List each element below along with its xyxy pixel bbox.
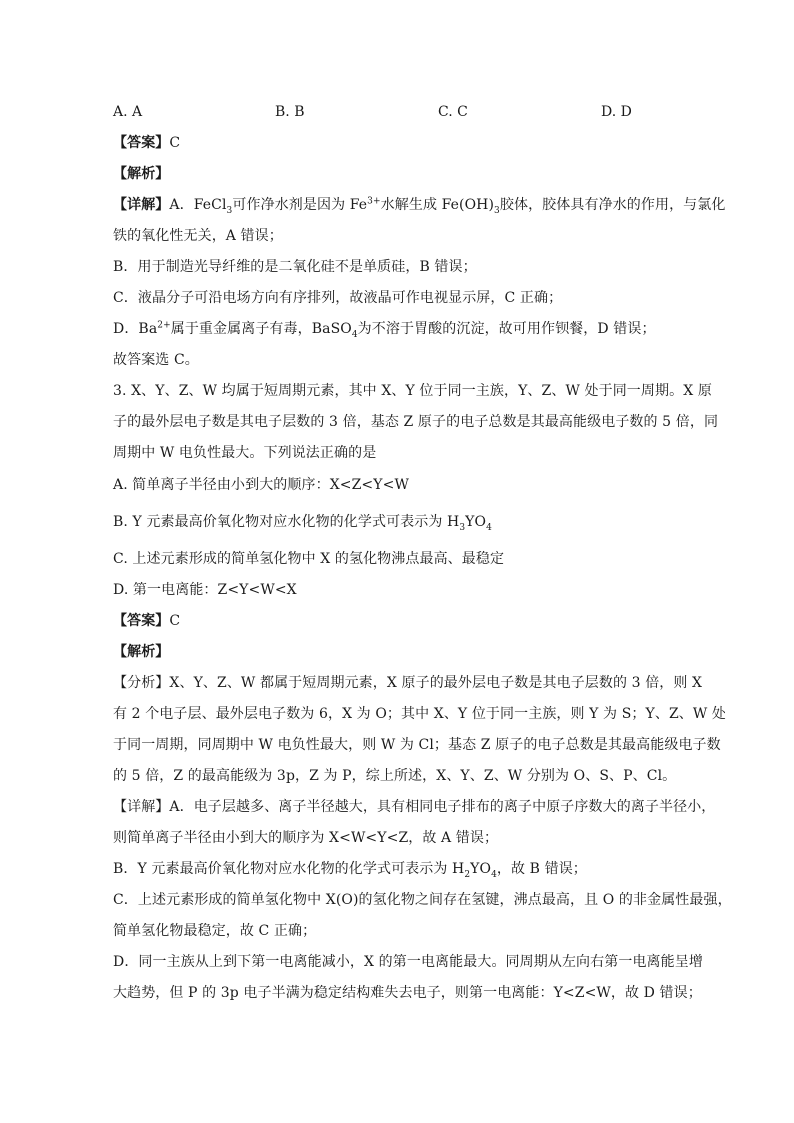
answer-value: C <box>169 613 181 629</box>
superscript: 2+ <box>157 320 171 331</box>
q2-detail-d <box>113 319 656 339</box>
option-b: B. B <box>275 104 305 120</box>
option-c: C. C <box>438 104 468 120</box>
q2-detail-c: C．液晶分子可沿电场方向有序排列，故液晶可作电视显示屏，C 正确； <box>113 290 563 306</box>
q3-detail-d-line1: D．同一主族从上到下第一电离能减小，X 的第一电离能最大。同周期从左向右第一电离能呈增 <box>113 954 703 970</box>
q3-detail-d-line2: 大趋势，但 P 的 3p 电子半满为稳定结构难失去电子，则第一电离能：Y<Z<W，故 D 错误； <box>113 985 702 1001</box>
q2-conclusion: 故答案选 C。 <box>113 352 199 368</box>
text-segment: 属于重金属离子有毒，BaSO <box>170 321 352 337</box>
q3-fenxi-line2: 有 2 个电子层、最外层电子数为 6，X 为 O；其中 X、Y 位于同一主族，则 Y 为 S；Y、Z、W 处 <box>113 706 727 722</box>
q3-option-b <box>113 512 492 532</box>
text-segment: 可作净水剂是因为 Fe <box>232 197 368 213</box>
subscript: 4 <box>491 869 497 880</box>
detail-label: 【详解】 <box>113 197 170 213</box>
q3-stem-line2: 子的最外层电子数是其电子层数的 3 倍，基态 Z 原子的电子总数是其最高能级电子数的 5 倍，同 <box>113 414 719 430</box>
answer-label: 【答案】 <box>113 613 170 629</box>
q2-detail-a-line1 <box>113 195 725 215</box>
q3-detail-c-line2: 简单氢化物最稳定，故 C 正确； <box>113 923 317 939</box>
q3-analysis-label: 【解析】 <box>113 644 170 660</box>
text-segment: B．Y 元素最高价氧化物对应水化物的化学式可表示为 H <box>113 861 465 877</box>
subscript: 4 <box>486 522 492 533</box>
answer-label: 【答案】 <box>113 135 170 151</box>
q2-analysis-label: 【解析】 <box>113 166 170 182</box>
q3-detail-b <box>113 859 587 879</box>
text-segment: D．Ba <box>113 321 158 337</box>
text-segment: B. Y 元素最高价氧化物对应水化物的化学式可表示为 H <box>113 514 460 530</box>
text-segment: 为不溶于胃酸的沉淀，故可用作钡餐，D 错误； <box>357 321 656 337</box>
q3-fenxi-line3: 于同一周期，同周期中 W 电负性最大，则 W 为 Cl；基态 Z 原子的电子总数是其最高能级电子数 <box>113 737 721 753</box>
q3-option-c: C. 上述元素形成的简单氢化物中 X 的氢化物沸点最高、最稳定 <box>113 551 505 567</box>
subscript: 3 <box>226 205 233 216</box>
superscript: 3+ <box>367 196 381 207</box>
subscript: 4 <box>351 329 358 340</box>
q3-option-a: A. 简单离子半径由小到大的顺序：X<Z<Y<W <box>113 477 409 493</box>
option-d: D. D <box>601 104 632 120</box>
text-segment: YO <box>465 514 487 530</box>
q3-option-d: D. 第一电离能：Z<Y<W<X <box>113 582 297 598</box>
subscript: 3 <box>494 205 500 216</box>
option-a: A. A <box>113 104 143 120</box>
q3-detail-c-line1: C．上述元素形成的简单氢化物中 X(O)的氢化物之间存在氢键，沸点最高，且 O 的非金属性最强， <box>113 892 732 908</box>
q3-stem-line1: 3. X、Y、Z、W 均属于短周期元素，其中 X、Y 位于同一主族，Y、Z、W 处于同一周期。X 原 <box>113 383 712 399</box>
subscript: 2 <box>464 869 471 880</box>
q2-detail-a-line2: 铁的氧化性无关，A 错误； <box>113 228 283 244</box>
q3-detail-a-line2: 则简单离子半径由小到大的顺序为 X<W<Y<Z，故 A 错误； <box>113 830 499 846</box>
q3-answer-line <box>113 611 180 631</box>
q3-fenxi-line1: 【分析】X、Y、Z、W 都属于短周期元素，X 原子的最外层电子数是其电子层数的 3 倍，则 X <box>113 675 703 691</box>
q3-stem-line3: 周期中 W 电负性最大。下列说法正确的是 <box>113 445 377 461</box>
text-segment: YO <box>470 861 492 877</box>
text-segment: ，故 B 错误； <box>496 861 587 877</box>
q2-detail-b: B．用于制造光导纤维的是二氧化硅不是单质硅，B 错误； <box>113 259 477 275</box>
q2-answer-line <box>113 133 180 153</box>
text-segment: 水解生成 Fe(OH) <box>380 197 495 213</box>
q3-fenxi-line4: 的 5 倍，Z 的最高能级为 3p，Z 为 P，综上所述，X、Y、Z、W 分别为 O、S、P、Cl。 <box>113 768 677 784</box>
text-segment: 胶体，胶体具有净水的作用，与氯化 <box>499 197 726 213</box>
text-segment: A．FeCl <box>169 197 227 213</box>
answer-value: C <box>169 135 181 151</box>
q3-detail-a-line1: 【详解】A．电子层越多、离子半径越大，具有相同电子排布的离子中原子序数大的离子半径小， <box>113 799 716 815</box>
subscript: 3 <box>459 522 466 533</box>
